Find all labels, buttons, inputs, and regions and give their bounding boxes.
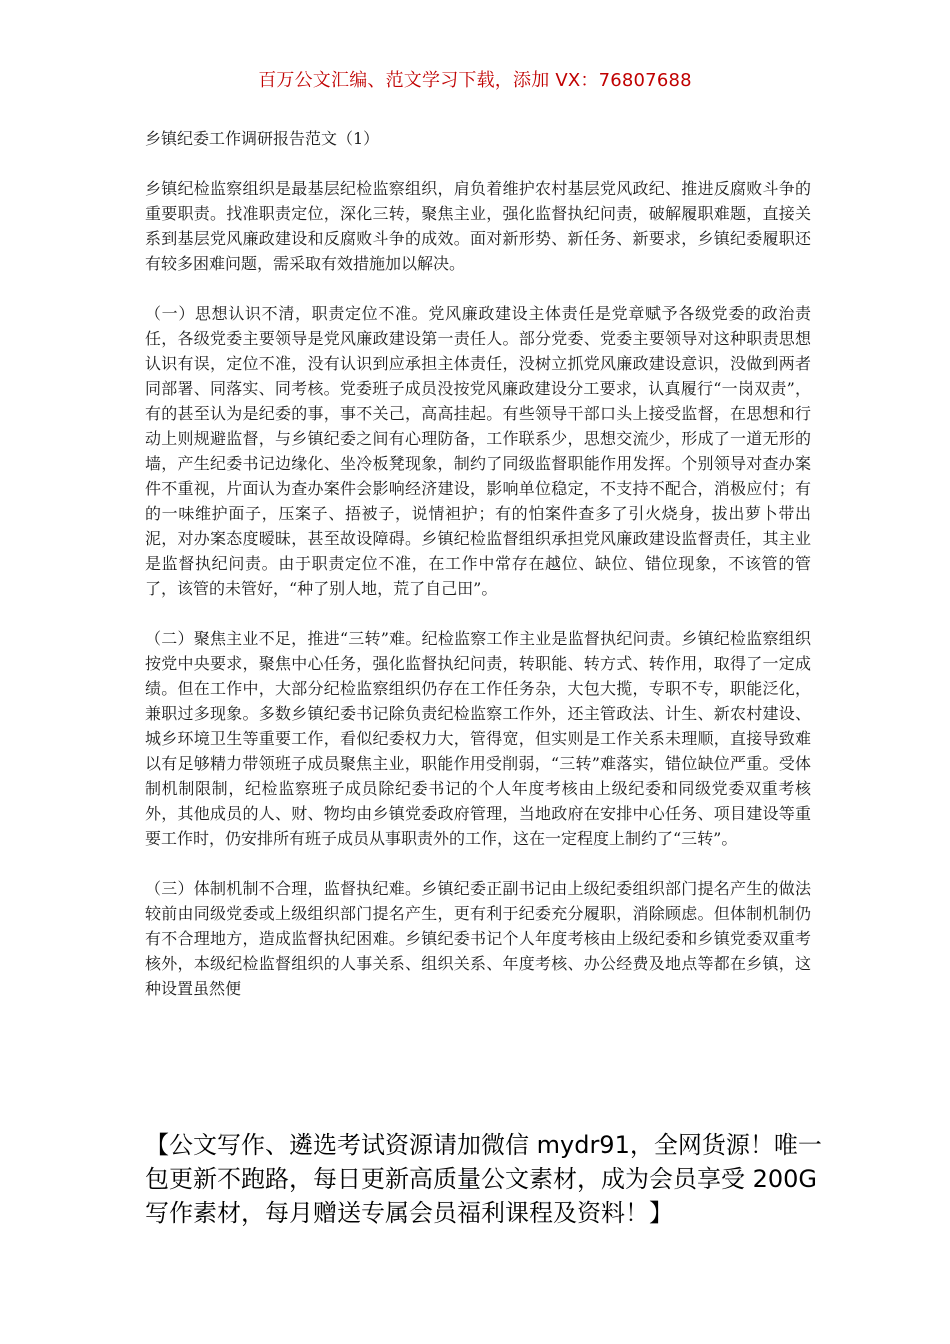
promo-banner: 【公文写作、遴选考试资源请加微信 mydr91，全网货源！唯一包更新不跑路，每日更新高质量公文素材，成为会员享受 200G 写作素材，每月赠送专属会员福利课程及资料！】 — [145, 1131, 822, 1227]
document-paragraph-intro: 乡镇纪检监察组织是最基层纪检监察组织，肩负着维护农村基层党风政纪、推进反腐败斗争的重要职责。找准职责定位，深化三转，聚焦主业，强化监督执纪问责，破解履职难题，直接关系到基层党风廉政建设和反腐败斗争的成效。面对新形势、新任务、新要求，乡镇纪委履职还有较多困难问题，需采取有效措施加以解决。 — [145, 179, 811, 273]
header-banner: 百万公文汇编、范文学习下载，添加 VX：76807688 — [258, 70, 692, 91]
document-paragraph-section-2: （二）聚焦主业不足，推进“三转”难。纪检监察工作主业是监督执纪问责。乡镇纪检监察组织按党中央要求，聚焦中心任务，强化监督执纪问责，转职能、转方式、转作用，取得了一定成绩。但在工作中，大部分纪检监察组织仍存在工作任务杂，大包大揽，专职不专，职能泛化，兼职过多现象。多数乡镇纪委书记除负责纪检监察工作外，还主管政法、计生、新农村建设、城乡环境卫生等重要工作，看似纪委权力大，管得宽，但实则是工作关系未理顺，直接导致难以有足够精力带领班子成员聚焦主业，职能作用受削弱，“三转”难落实，错位缺位严重。受体制机制限制，纪检监察班子成员除纪委书记的个人年度考核由上级纪委和同级党委双重考核外，其他成员的人、财、物均由乡镇党委政府管理，当地政府在安排中心任务、项目建设等重要工作时，仍安排所有班子成员从事职责外的工作，这在一定程度上制约了“三转”。 — [145, 629, 811, 848]
document-paragraph-section-1: （一）思想认识不清，职责定位不准。党风廉政建设主体责任是党章赋予各级党委的政治责任，各级党委主要领导是党风廉政建设第一责任人。部分党委、党委主要领导对这种职责思想认识有误，定位不准，没有认识到应承担主体责任，没树立抓党风廉政建设意识，没做到两者同部署、同落实、同考核。党委班子成员没按党风廉政建设分工要求，认真履行“一岗双责”，有的甚至认为是纪委的事，事不关己，高高挂起。有些领导干部口头上接受监督，在思想和行动上则规避监督，与乡镇纪委之间有心理防备，工作联系少，思想交流少，形成了一道无形的墙，产生纪委书记边缘化、坐冷板凳现象，制约了同级监督职能作用发挥。个别领导对查办案件不重视，片面认为查办案件会影响经济建设，影响单位稳定，不支持不配合，消极应付；有的一味维护面子，压案子、捂被子，说情袒护；有的怕案件查多了引火烧身，拔出萝卜带出泥，对办案态度暧昧，甚至故设障碍。乡镇纪检监督组织承担党风廉政建设监督责任，其主业是监督执纪问责。由于职责定位不准，在工作中常存在越位、缺位、错位现象，不该管的管了，该管的未管好，“种了别人地，荒了自己田”。 — [145, 304, 811, 598]
document-paragraph-section-3: （三）体制机制不合理，监督执纪难。乡镇纪委正副书记由上级纪委组织部门提名产生的做法较前由同级党委或上级组织部门提名产生，更有利于纪委充分履职，消除顾虑。但体制机制仍有不合理地方，造成监督执纪困难。乡镇纪委书记个人年度考核由上级纪委和乡镇党委双重考核外，本级纪检监督组织的人事关系、组织关系、年度考核、办公经费及地点等都在乡镇，这种设置虽然便 — [145, 879, 811, 998]
document-title: 乡镇纪委工作调研报告范文（1） — [145, 129, 380, 148]
document-body — [145, 126, 811, 1026]
